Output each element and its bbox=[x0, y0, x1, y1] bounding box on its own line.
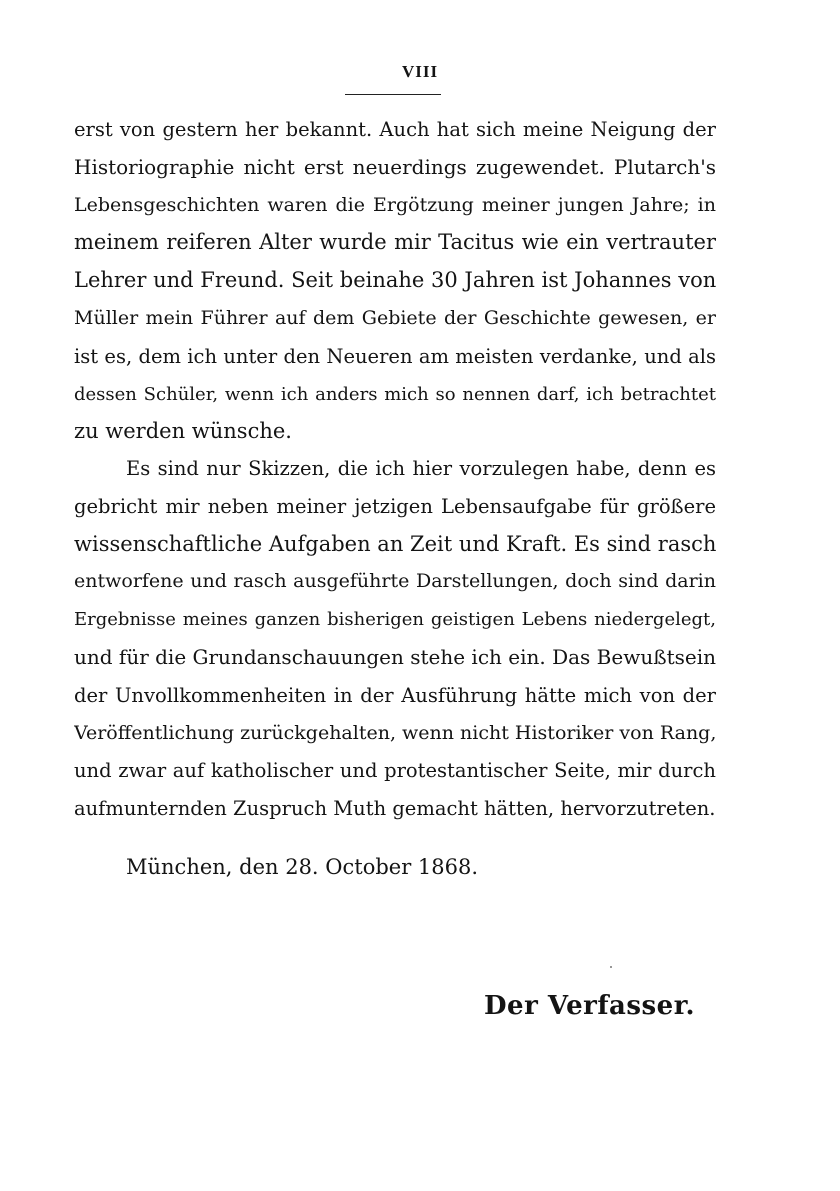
paragraph-skizzen bbox=[74, 450, 716, 828]
text-line: meinem reiferen Alter wurde mir Tacitus wie ein vertrauter bbox=[74, 230, 716, 255]
text-line: aufmunternden Zuspruch Muth gemacht hätten, hervorzutreten. bbox=[74, 797, 716, 821]
text-line: zu werden wünsche. bbox=[74, 419, 292, 444]
text-line: und für die Grundanschauungen stehe ich ein. Das Bewußtsein bbox=[74, 644, 716, 669]
text-line: Es sind nur Skizzen, die ich hier vorzulegen habe, denn es bbox=[126, 457, 716, 480]
signature: Der Verfasser. bbox=[484, 991, 696, 1021]
text-line: ist es, dem ich unter den Neueren am meisten verdanke, und als bbox=[74, 344, 716, 368]
text-line: Ergebnisse meines ganzen bisherigen geistigen Lebens niedergelegt, bbox=[74, 609, 716, 631]
text-line: Veröffentlichung zurückgehalten, wenn nicht Historiker von Rang, bbox=[74, 721, 716, 744]
text-line: erst von gestern her bekannt. Auch hat sich meine Neigung der bbox=[74, 118, 716, 141]
header-rule bbox=[345, 94, 441, 95]
text-line: Lehrer und Freund. Seit beinahe 30 Jahren ist Johannes von bbox=[74, 268, 716, 293]
page-number: VIII bbox=[401, 62, 439, 81]
text-line: und zwar auf katholischer und protestantischer Seite, mir durch bbox=[74, 759, 716, 783]
paragraph-continued bbox=[74, 111, 716, 451]
text-line: dessen Schüler, wenn ich anders mich so nennen darf, ich betrachtet bbox=[74, 383, 716, 405]
text-line: Historiographie nicht erst neuerdings zugewendet. Plutarch's bbox=[74, 154, 716, 179]
text-line: gebricht mir neben meiner jetzigen Lebensaufgabe für größere bbox=[74, 494, 716, 518]
paper-speck bbox=[610, 966, 612, 968]
text-line: wissenschaftliche Aufgaben an Zeit und Kraft. Es sind rasch bbox=[74, 531, 716, 556]
text-line: Lebensgeschichten waren die Ergötzung meiner jungen Jahre; in bbox=[74, 193, 716, 216]
text-line: Müller mein Führer auf dem Gebiete der Geschichte gewesen, er bbox=[74, 306, 716, 329]
text-line: entworfene und rasch ausgeführte Darstellungen, doch sind darin bbox=[74, 570, 716, 593]
text-line: der Unvollkommenheiten in der Ausführung hätte mich von der bbox=[74, 683, 716, 707]
date-line: München, den 28. October 1868. bbox=[126, 855, 479, 879]
